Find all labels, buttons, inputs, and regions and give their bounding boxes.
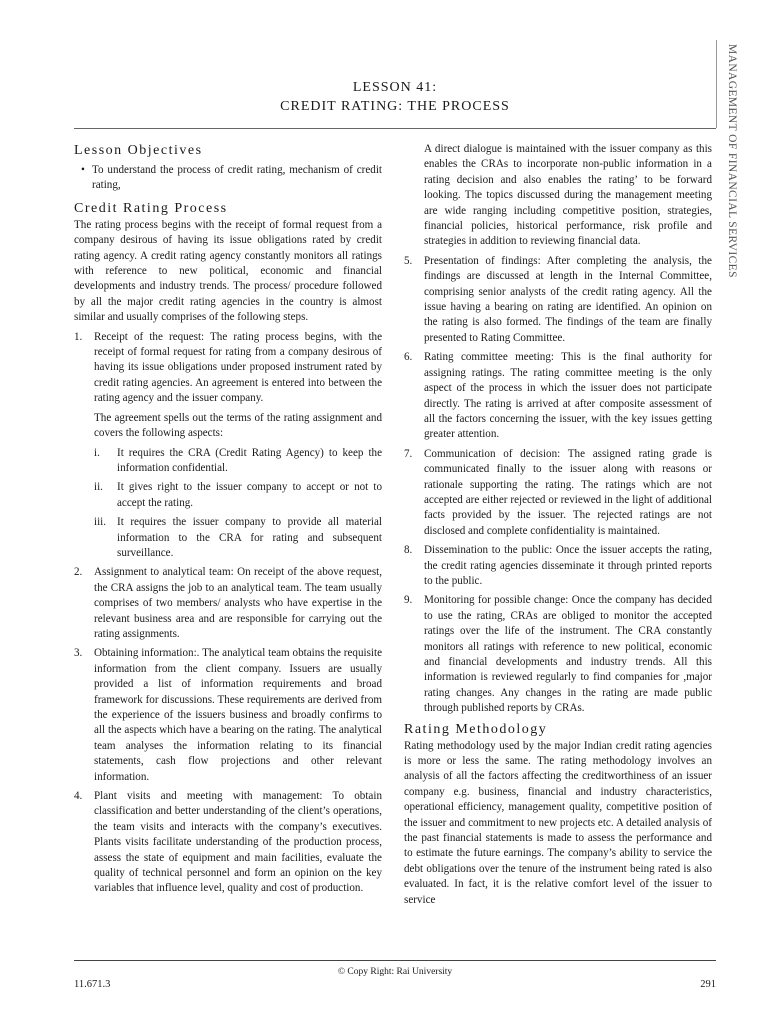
step-item (404, 254, 712, 346)
methodology-text: Rating methodology used by the major Indian credit rating agencies is more or less the same. The rating methodology involves an analysis of all the factors affecting the creditworthiness of an issuer company e.g. business, financial and industry characteristics, operational efficiency, management quality, competitive position of the issuer and commitment to new projects etc. A detailed analysis of the past financial statements is made to assess the performance and to estimate the future earnings. The company’s ability to service the debt obligations over the tenure of the instrument being rated is also evaluated. In fact, it is the relative comfort level of the issuer to service (404, 739, 712, 906)
sub-item (94, 515, 382, 561)
objective-text: To understand the process of credit rating, mechanism of credit rating, (92, 164, 382, 192)
step-text: Plant visits and meeting with management: To obtain classification and better understanding of the client’s operations, the team visits and interacts with the company’s executives. Plants visits facilitate understanding of the production process, assess the state of equipment and main facilities, evaluate the quality of technical personnel and form an opinion on the key variables that influence level, quality and cost of production. (94, 790, 382, 895)
sub-item (94, 480, 382, 511)
step-item (74, 646, 382, 785)
sub-text: It requires the issuer company to provide all material information to the CRA for rating and subsequent surveillance. (117, 516, 382, 559)
objective-bullet (74, 163, 382, 194)
step-text: Assignment to analytical team: On receipt of the above request, the CRA assigns the job to an analytical team. The team usually comprises of two members/ analysts who have expertise in the relevant business area and are responsible for carrying out the rating assignments. (94, 566, 382, 640)
running-side-title: MANAGEMENT OF FINANCIAL SERVICES (726, 44, 738, 278)
step-number: 1. (74, 330, 83, 343)
management-meeting-continued: A direct dialogue is maintained with the issuer company as this enables the CRAs to incorporate non-public information in a rating decision and also enables the rating’ to be forward looking. The topics discussed during the management meeting are wide ranging including competitive position, strategies, financial policies, historical performance, risk profile and strategies in addition to reviewing financial data. (424, 143, 712, 248)
sub-item (94, 446, 382, 477)
step-text: Obtaining information:. The analytical team obtains the requisite information from the client company. Issuers are usually provided a list of information requirements and broad framework for discussions. These requirements are derived from the experience of the issuers business and broadly confirms to all the aspects which have a bearing on the rating. The analytical team analyses the information relating to its financial statements, cash flow projections and other relevant information. (94, 647, 382, 783)
process-intro: The rating process begins with the receipt of formal request from a company desirous of having its issue obligations rated by credit rating agency. A credit rating agency constantly monitors all ratings with reference to new political, economic and financial developments and industry trends. The process/ procedure followed by all the major credit rating agencies in the country is almost similar and usually comprises of the following steps. (74, 218, 382, 324)
step-item (404, 447, 712, 539)
step-number: 9. (404, 594, 413, 607)
step-text: Monitoring for possible change: Once the company has decided to use the rating, CRAs are obliged to monitor the accepted ratings over the life of the instrument. The CRA constantly monitors all ratings with reference to new political, economic and financial developments and industry trends. All this information is reviewed regularly to find companies for ,major rating changes. Any changes in the rating are made public through published reports by CRAs. (424, 594, 712, 715)
sub-number: i. (94, 446, 100, 459)
step-item (404, 593, 712, 716)
header-rule (74, 128, 716, 129)
lesson-title: CREDIT RATING: THE PROCESS (280, 99, 510, 114)
step-text: Rating committee meeting: This is the final authority for assigning ratings. The rating committee meeting is the only aspect of the process in which the issuer does not participate directly. The rating is arrived at after composite assessment of all the factors concerning the issuer, with the key issues getting greater attention. (424, 351, 712, 441)
lesson-header (74, 78, 716, 116)
side-rule (716, 40, 717, 128)
step-number: 8. (404, 544, 413, 557)
sub-text: It gives right to the issuer company to accept or not to accept the rating. (117, 481, 382, 509)
step-item (74, 565, 382, 642)
step-item (404, 543, 712, 589)
step-text: Presentation of findings: After completing the analysis, the findings are discussed at length in the Internal Committee, comprising senior analysts of the credit rating agency. All the issue having a bearing on rating are identified. An opinion on the rating is also formed. The findings of the team are finally presented to Rating Committee. (424, 254, 712, 344)
step-item (404, 350, 712, 442)
sub-number: ii. (94, 481, 103, 494)
step-text: Communication of decision: The assigned rating grade is communicated finally to the issuer along with reasons or rationale supporting the rating. The ratings which are not accepted are either rejected or reviewed in the light of additional facts provided by the issuer. The rejected ratings are not disclosed and complete confidentiality is maintained. (424, 447, 712, 537)
step-number: 7. (404, 447, 413, 460)
bullet-icon: • (81, 164, 85, 176)
step-number: 4. (74, 790, 83, 803)
step-text: Dissemination to the public: Once the issuer accepts the rating, the credit rating agencies disseminate it through printed reports to the public. (424, 544, 712, 587)
left-column (74, 142, 382, 897)
footer-rule (74, 960, 716, 961)
agreement-text: The agreement spells out the terms of the rating assignment and covers the following aspects: (94, 411, 382, 440)
sub-text: It requires the CRA (Credit Rating Agency) to keep the information confidential. (117, 446, 382, 474)
right-column (404, 142, 712, 908)
process-heading: Credit Rating Process (74, 200, 228, 216)
page-number: 291 (700, 979, 716, 990)
lesson-number: LESSON 41: (352, 80, 438, 95)
step-number: 2. (74, 566, 83, 579)
course-code: 11.671.3 (74, 979, 111, 990)
sub-number: iii. (94, 516, 107, 529)
step-item (74, 789, 382, 897)
step-number: 6. (404, 351, 413, 364)
copyright: © Copy Right: Rai University (337, 967, 453, 977)
step-number: 5. (404, 254, 413, 267)
objectives-heading: Lesson Objectives (74, 143, 203, 158)
step-number: 3. (74, 647, 83, 660)
step-item (74, 330, 382, 562)
step-text: Receipt of the request: The rating process begins, with the receipt of formal request for rating from a company desirous of having its issue obligations under proposed instrument rated by credit rating agencies. An agreement is entered into between the rating agency and the issuer company. (94, 330, 382, 405)
methodology-heading: Rating Methodology (404, 721, 548, 737)
